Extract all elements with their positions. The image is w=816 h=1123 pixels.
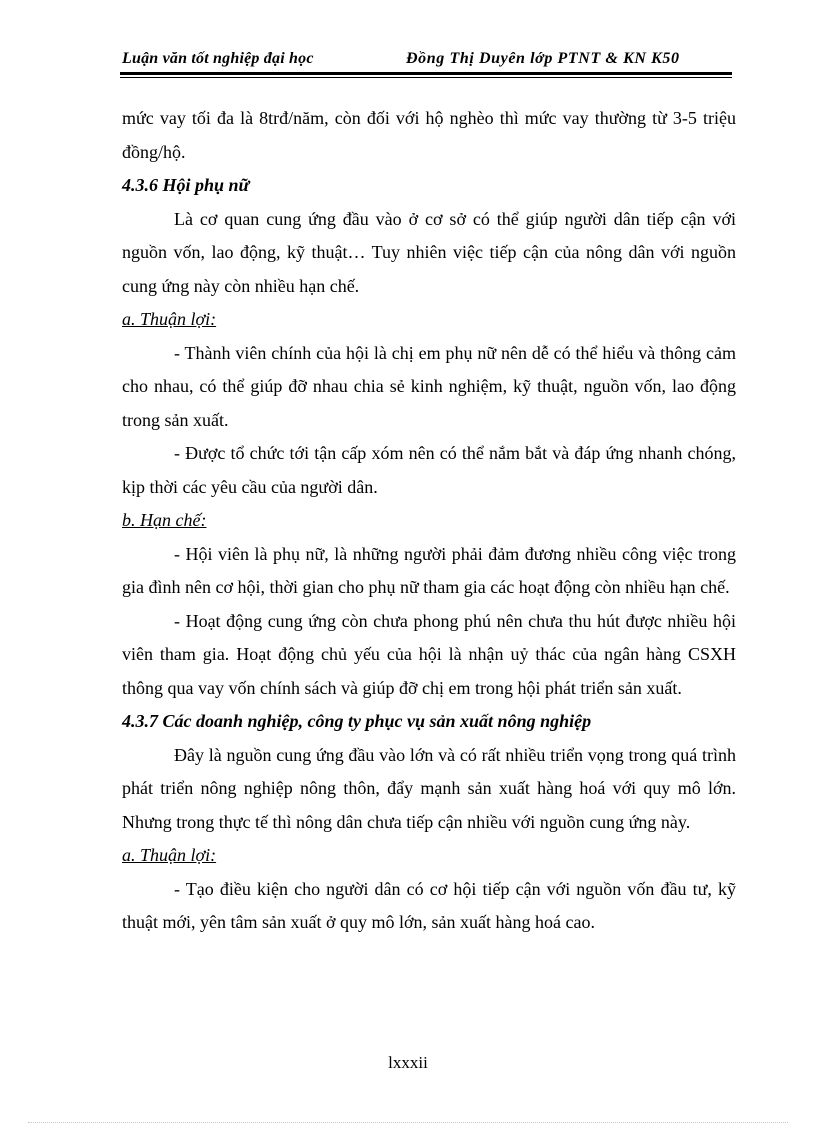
body-text — [122, 102, 736, 940]
subheading-limitations — [122, 504, 736, 538]
paragraph: Là cơ quan cung ứng đầu vào ở cơ sở có thể giúp người dân tiếp cận với nguồn vốn, lao động, kỹ thuật… Tuy nhiên việc tiếp cận của nông dân với nguồn cung ứng này còn nhiều hạn chế. — [122, 208, 736, 296]
bullet-paragraph: - Được tổ chức tới tận cấp xóm nên có thể nắm bắt và đáp ứng nhanh chóng, kịp thời các yêu cầu của người dân. — [122, 443, 736, 497]
bullet-paragraph: - Tạo điều kiện cho người dân có cơ hội tiếp cận với nguồn vốn đầu tư, kỹ thuật mới, yên tâm sản xuất ở quy mô lớn, sản xuất hàng hoá cao. — [122, 878, 736, 932]
header-rule-thick — [120, 72, 732, 75]
header-thesis-title: Luận văn tốt nghiệp đại học — [122, 50, 314, 67]
bullet-paragraph: - Thành viên chính của hội là chị em phụ nữ nên dễ có thể hiểu và thông cảm cho nhau, có thể giúp đỡ nhau chia sẻ kinh nghiệm, kỹ thuật, nguồn vốn, lao động trong sản xuất. — [122, 342, 736, 430]
header-rule-thin — [120, 77, 732, 78]
page-number: lxxxii — [388, 1053, 428, 1072]
running-header — [120, 48, 732, 72]
section-heading-4-3-6: 4.3.6 Hội phụ nữ — [122, 175, 250, 195]
subheading-label: a. Thuận lợi: — [122, 309, 217, 329]
subheading-label: b. Hạn chế: — [122, 510, 207, 530]
bullet-paragraph: - Hoạt động cung ứng còn chưa phong phú nên chưa thu hút được nhiều hội viên tham gia. Hoạt động chủ yếu của hội là nhận uỷ thác của ngân hàng CSXH thông qua vay vốn chính sách và giúp đỡ chị em trong hội phát triển sản xuất. — [122, 610, 736, 698]
subheading-advantages — [122, 839, 736, 873]
paragraph: Đây là nguồn cung ứng đầu vào lớn và có rất nhiều triển vọng trong quá trình phát triển nông nghiệp nông thôn, đẩy mạnh sản xuất hàng hoá với quy mô lớn. Nhưng trong thực tế thì nông dân chưa tiếp cận nhiều với nguồn cung ứng này. — [122, 744, 736, 832]
subheading-label: a. Thuận lợi: — [122, 845, 217, 865]
bullet-paragraph: - Hội viên là phụ nữ, là những người phải đảm đương nhiều công việc trong gia đình nên cơ hội, thời gian cho phụ nữ tham gia các hoạt động còn nhiều hạn chế. — [122, 543, 736, 597]
header-author: Đồng Thị Duyên lớp PTNT & KN K50 — [406, 50, 680, 67]
subheading-advantages — [122, 303, 736, 337]
section-heading-4-3-7: 4.3.7 Các doanh nghiệp, công ty phục vụ sản xuất nông nghiệp — [122, 711, 592, 731]
paragraph-continuation: mức vay tối đa là 8trđ/năm, còn đối với hộ nghèo thì mức vay thường từ 3-5 triệu đồng/hộ. — [122, 108, 736, 162]
